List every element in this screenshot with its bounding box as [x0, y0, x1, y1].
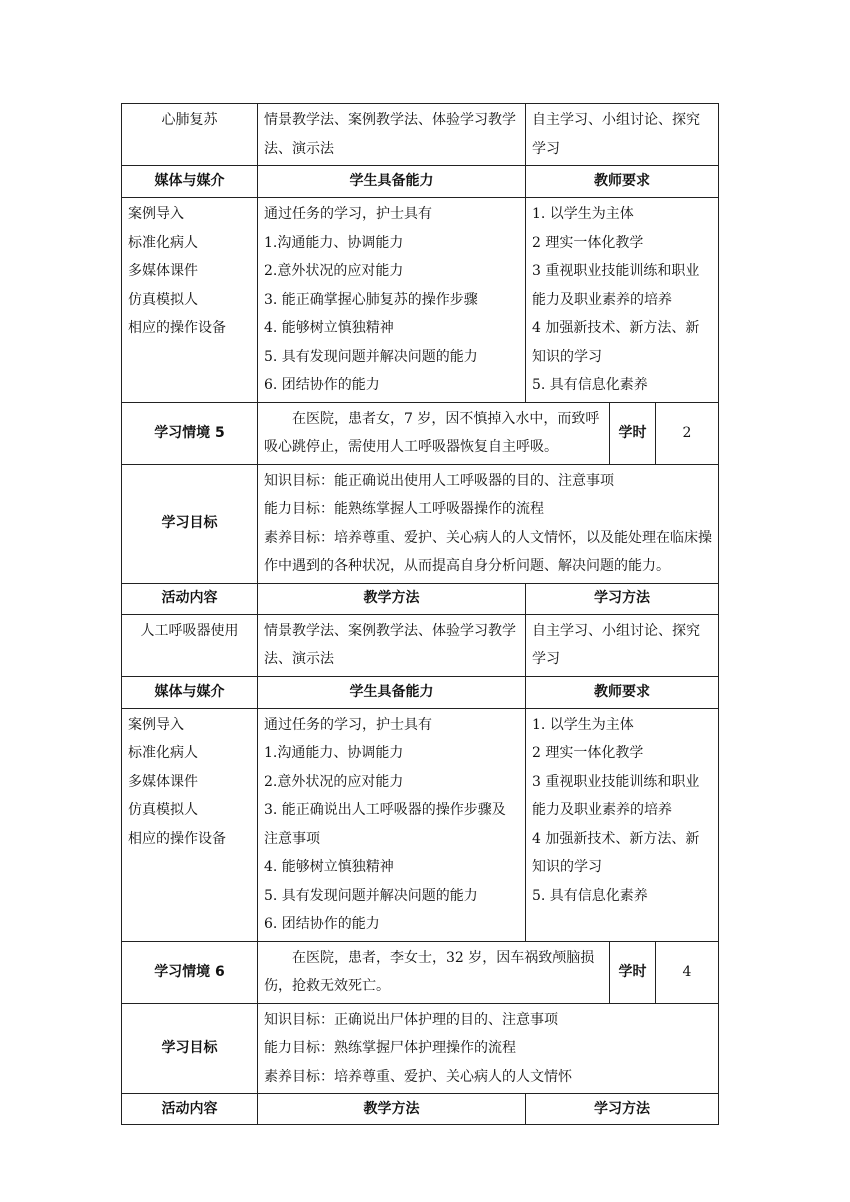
- goals-list: [258, 464, 719, 583]
- goal-item: 素养目标：培养尊重、爱护、关心病人的人文情怀: [264, 1068, 572, 1085]
- goal-item: 知识目标：正确说出尸体护理的目的、注意事项: [264, 1011, 558, 1028]
- media-item: 标准化病人: [128, 745, 198, 761]
- media-item: 案例导入: [128, 716, 184, 733]
- ability-item: 6. 团结协作的能力: [264, 916, 380, 932]
- activity-header-row: [122, 583, 719, 614]
- ability-item: 2.意外状况的应对能力: [264, 773, 404, 790]
- ability-item: 2.意外状况的应对能力: [264, 263, 404, 279]
- ability-item: 5. 具有发现问题并解决问题的能力: [264, 887, 478, 904]
- goal-item: 知识目标：能正确说出使用人工呼吸器的目的、注意事项: [264, 472, 614, 489]
- situation-text: 在医院，患者，李女士，32 岁，因车祸致颅脑损伤，抢救无效死亡。: [258, 941, 610, 1003]
- learning-methods: 自主学习、小组讨论、探究学习: [526, 614, 719, 676]
- goals-list: [258, 1003, 719, 1094]
- activity-header-row: [122, 1094, 719, 1125]
- learning-methods: 自主学习、小组讨论、探究学习: [526, 104, 719, 166]
- teacher-item: 1. 以学生为主体: [532, 206, 634, 222]
- teacher-item: 3 重视职业技能训练和职业能力及职业素养的培养: [532, 263, 700, 308]
- ability-item: 3. 能正确掌握心肺复苏的操作步骤: [264, 291, 478, 308]
- goal-item: 素养目标：培养尊重、爱护、关心病人的人文情怀，以及能处理在临床操作中遇到的各种状况，从而提高自身分析问题、解决问题的能力。: [264, 529, 712, 574]
- ability-header: 学生具备能力: [258, 166, 526, 198]
- teacher-item: 1. 以学生为主体: [532, 716, 634, 733]
- media-header-row: [122, 166, 719, 198]
- situation-text: 在医院，患者女，7 岁，因不慎掉入水中，而致呼吸心跳停止，需使用人工呼吸器恢复自主呼吸。: [258, 402, 610, 464]
- ability-item: 3. 能正确说出人工呼吸器的操作步骤及注意事项: [264, 802, 506, 847]
- ability-item: 1.沟通能力、协调能力: [264, 234, 404, 251]
- hours-label: 学时: [610, 402, 656, 464]
- ability-list: [258, 708, 526, 941]
- teaching-header: 教学方法: [258, 583, 526, 614]
- activity-header: 活动内容: [122, 583, 258, 614]
- activity-row: [122, 104, 719, 166]
- situation-row: [122, 941, 719, 1003]
- teacher-list: [526, 198, 719, 403]
- media-list: [122, 708, 258, 941]
- activity-header: 活动内容: [122, 1094, 258, 1125]
- teacher-item: 2 理实一体化教学: [532, 745, 644, 761]
- teacher-item: 3 重视职业技能训练和职业能力及职业素养的培养: [532, 773, 700, 818]
- learning-header: 学习方法: [526, 1094, 719, 1125]
- teacher-item: 4 加强新技术、新方法、新知识的学习: [532, 830, 700, 875]
- media-header: 媒体与媒介: [122, 676, 258, 708]
- media-header: 媒体与媒介: [122, 166, 258, 198]
- media-item: 多媒体课件: [128, 773, 198, 790]
- situation-row: [122, 402, 719, 464]
- learning-header: 学习方法: [526, 583, 719, 614]
- ability-item: 5. 具有发现问题并解决问题的能力: [264, 348, 478, 365]
- media-row: [122, 708, 719, 941]
- hours-value: 2: [656, 402, 719, 464]
- course-table: [121, 103, 719, 1125]
- goal-item: 能力目标：能熟练掌握人工呼吸器操作的流程: [264, 501, 544, 517]
- ability-item: 通过任务的学习，护士具有: [264, 206, 432, 222]
- media-item: 案例导入: [128, 206, 184, 222]
- goals-label: 学习目标: [122, 464, 258, 583]
- media-row: [122, 198, 719, 403]
- ability-item: 4. 能够树立慎独精神: [264, 320, 394, 336]
- ability-header: 学生具备能力: [258, 676, 526, 708]
- teacher-item: 4 加强新技术、新方法、新知识的学习: [532, 320, 700, 365]
- activity-content: 心肺复苏: [122, 104, 258, 166]
- course-table-page: [121, 103, 718, 1125]
- media-list: [122, 198, 258, 403]
- teacher-list: [526, 708, 719, 941]
- activity-row: [122, 614, 719, 676]
- teaching-header: 教学方法: [258, 1094, 526, 1125]
- teacher-header: 教师要求: [526, 166, 719, 198]
- ability-list: [258, 198, 526, 403]
- teacher-item: 5. 具有信息化素养: [532, 887, 648, 904]
- media-item: 仿真模拟人: [128, 291, 198, 308]
- ability-item: 1.沟通能力、协调能力: [264, 745, 404, 761]
- ability-item: 4. 能够树立慎独精神: [264, 859, 394, 875]
- goals-row: [122, 1003, 719, 1094]
- teacher-item: 2 理实一体化教学: [532, 234, 644, 251]
- teaching-methods: 情景教学法、案例教学法、体验学习教学法、演示法: [258, 104, 526, 166]
- media-item: 标准化病人: [128, 234, 198, 251]
- situation-label: 学习情境 5: [122, 402, 258, 464]
- teacher-header: 教师要求: [526, 676, 719, 708]
- goal-item: 能力目标：熟练掌握尸体护理操作的流程: [264, 1040, 516, 1056]
- ability-item: 通过任务的学习，护士具有: [264, 716, 432, 733]
- media-item: 相应的操作设备: [128, 830, 226, 847]
- activity-content: 人工呼吸器使用: [122, 614, 258, 676]
- situation-label: 学习情境 6: [122, 941, 258, 1003]
- media-item: 多媒体课件: [128, 263, 198, 279]
- media-item: 仿真模拟人: [128, 802, 198, 818]
- hours-label: 学时: [610, 941, 656, 1003]
- teaching-methods: 情景教学法、案例教学法、体验学习教学法、演示法: [258, 614, 526, 676]
- media-item: 相应的操作设备: [128, 320, 226, 336]
- goals-row: [122, 464, 719, 583]
- media-header-row: [122, 676, 719, 708]
- teacher-item: 5. 具有信息化素养: [532, 377, 648, 393]
- hours-value: 4: [656, 941, 719, 1003]
- ability-item: 6. 团结协作的能力: [264, 377, 380, 393]
- goals-label: 学习目标: [122, 1003, 258, 1094]
